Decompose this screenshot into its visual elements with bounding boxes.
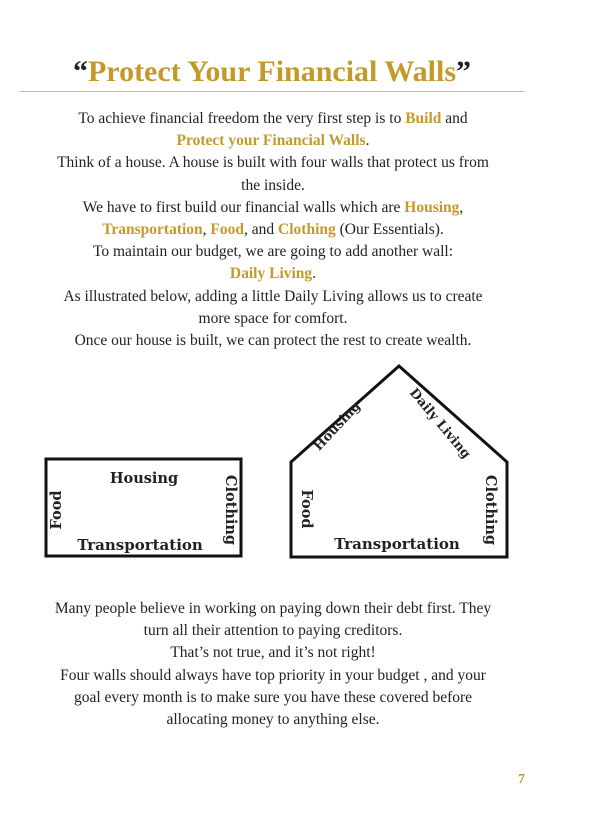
open-quote: “ <box>72 55 88 88</box>
intro-line-2 <box>15 130 531 152</box>
highlight-food: Food <box>210 221 245 239</box>
intro-text: . <box>312 265 317 283</box>
house-label-transportation: Transportation <box>334 535 460 553</box>
intro-line-11: Once our house is built, we can protect the rest to create wealth. <box>74 332 472 350</box>
intro-text: , <box>202 221 211 239</box>
rect-label-housing: Housing <box>109 470 179 487</box>
intro-text: and <box>441 110 468 127</box>
intro-text: We have to first build our financial walls which are <box>82 198 405 216</box>
intro-line-8 <box>15 263 531 285</box>
highlight-transportation: Transportation <box>102 221 203 239</box>
rect-label-clothing: Clothing <box>222 474 239 546</box>
intro-line-3: Think of a house. A house is built with four walls that protect us from <box>57 154 489 172</box>
five-walls-house <box>291 366 507 557</box>
intro-text: (Our Essentials). <box>335 221 444 239</box>
page-number: 7 <box>518 772 525 787</box>
intro-text: , and <box>244 221 279 239</box>
outro-line-1: Many people believe in working on paying down their debt first. They <box>54 600 492 617</box>
rect-label-food: Food <box>48 490 65 530</box>
highlight-protect: Protect your Financial Walls <box>176 132 366 150</box>
rect-label-transportation: Transportation <box>77 536 203 554</box>
intro-line-6 <box>15 219 531 241</box>
page-title <box>20 54 524 90</box>
highlight-build: Build <box>405 110 442 127</box>
intro-line-5 <box>15 197 531 219</box>
outro-line-5: goal every month is to make sure you have these covered before <box>73 688 473 706</box>
house-label-food: Food <box>298 489 315 529</box>
house-outline <box>291 366 507 557</box>
intro-text: . <box>365 132 370 150</box>
highlight-clothing: Clothing <box>278 221 336 239</box>
intro-text: , <box>459 198 464 216</box>
highlight-daily-living: Daily Living <box>229 265 313 283</box>
house-label-daily-living: Daily Living <box>406 385 474 462</box>
intro-line-9: As illustrated below, adding a little Daily Living allows us to create <box>63 287 483 305</box>
title-text: Protect Your Financial Walls <box>87 55 457 88</box>
highlight-housing: Housing <box>404 198 460 216</box>
outro-paragraph <box>15 598 531 731</box>
intro-line-10: more space for comfort. <box>198 309 348 327</box>
house-label-clothing: Clothing <box>482 474 499 546</box>
house-label-housing: Housing <box>311 399 364 455</box>
intro-line-7: To maintain our budget, we are going to add another wall: <box>92 243 454 261</box>
intro-paragraph <box>15 108 531 352</box>
outro-line-6: allocating money to anything else. <box>166 711 380 729</box>
walls-diagram <box>40 360 520 570</box>
outro-line-3: That’s not true, and it’s not right! <box>170 644 376 662</box>
four-walls-rectangle <box>46 459 241 556</box>
outro-line-4: Four walls should always have top priority in your budget , and your <box>60 666 486 684</box>
close-quote: ” <box>456 55 472 88</box>
intro-text: To achieve financial freedom the very first step is to <box>78 110 406 127</box>
title-divider <box>20 91 524 92</box>
intro-line-4: the inside. <box>241 176 305 194</box>
intro-line-1 <box>15 108 531 130</box>
outro-line-2: turn all their attention to paying creditors. <box>143 622 403 640</box>
